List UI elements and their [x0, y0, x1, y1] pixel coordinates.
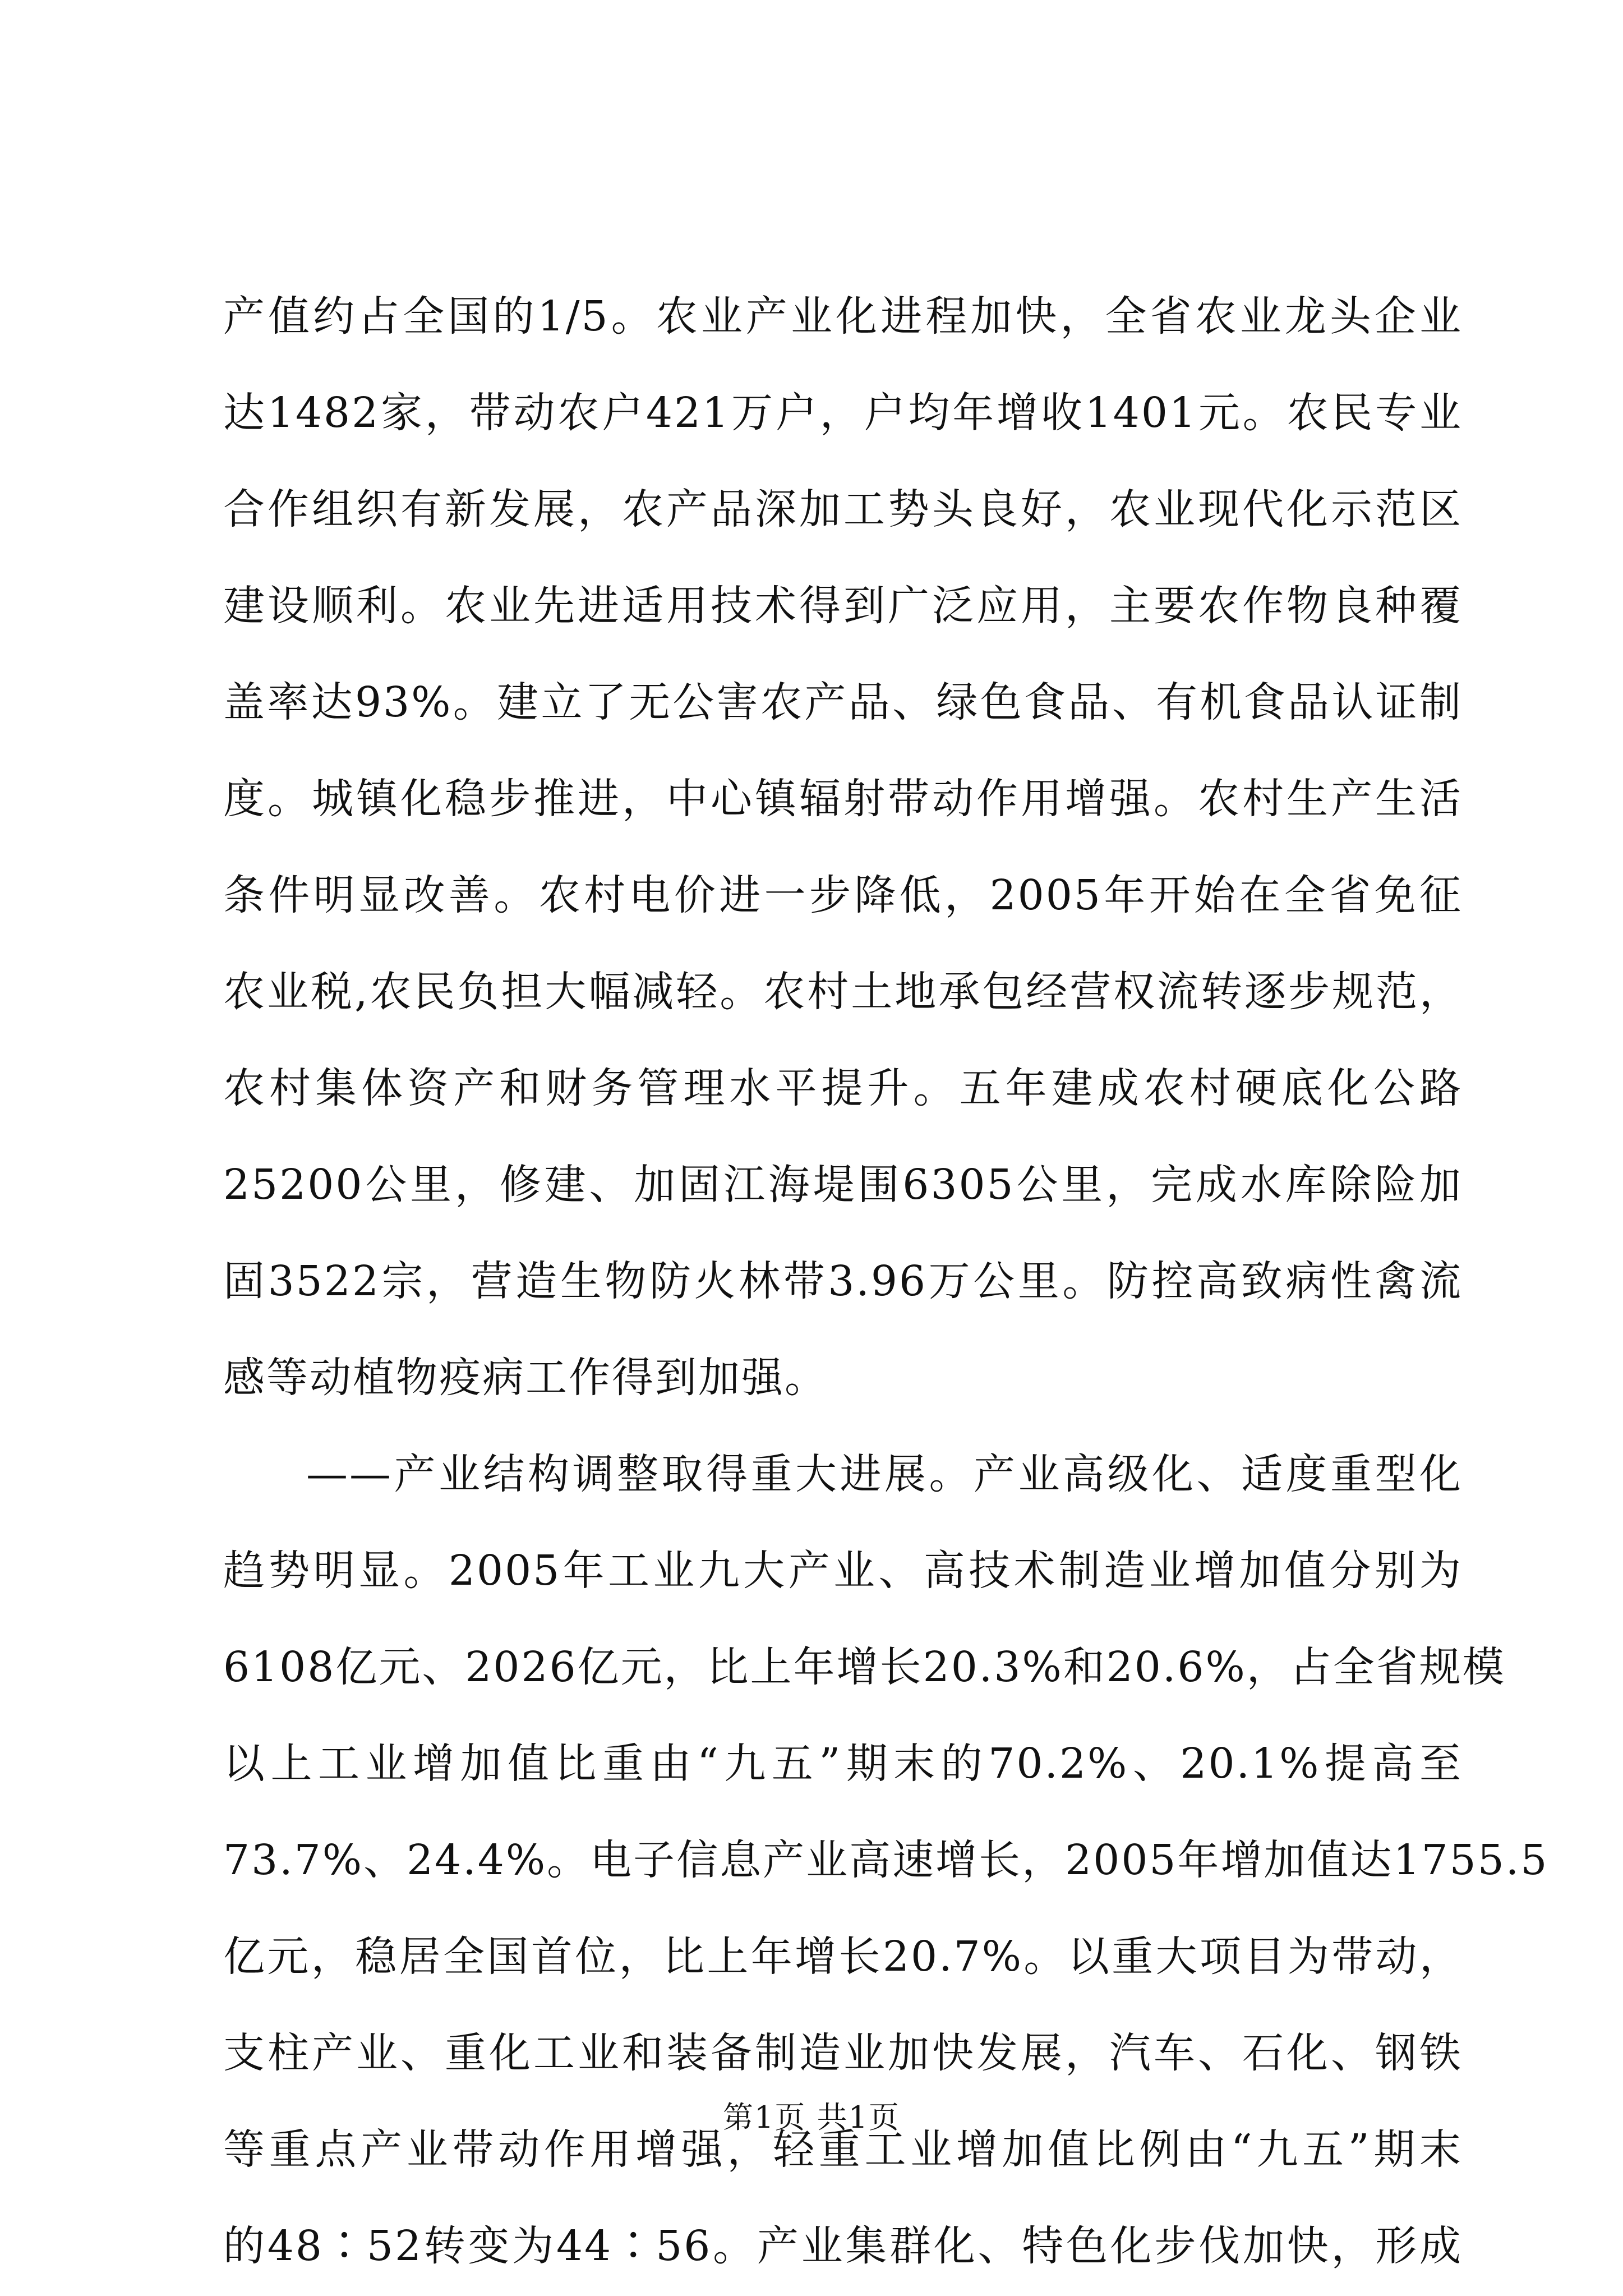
text-line: 产值约占全国的1/5。农业产业化进程加快，全省农业龙头企业	[223, 292, 1463, 341]
text-line: 的48∶52转变为44∶56。产业集群化、特色化步伐加快，形成	[223, 2222, 1463, 2270]
text-line: 等重点产业带动作用增强，轻重工业增加值比例由“九五”期末	[223, 2125, 1463, 2174]
text-line: 固3522宗，营造生物防火林带3.96万公里。防控高致病性禽流	[223, 1257, 1463, 1305]
page-footer	[0, 2101, 1623, 2134]
text-line: 73.7%、24.4%。电子信息产业高速增长，2005年增加值达1755.5	[223, 1836, 1549, 1884]
text-line: 条件明显改善。农村电价进一步降低，2005年开始在全省免征	[223, 871, 1463, 919]
text-line: 亿元，稳居全国首位，比上年增长20.7%。以重大项目为带动，	[223, 1932, 1463, 1981]
text-line: 盖率达93%。建立了无公害农产品、绿色食品、有机食品认证制	[223, 678, 1463, 726]
document-body	[223, 268, 1549, 2294]
text-line: 度。城镇化稳步推进，中心镇辐射带动作用增强。农村生产生活	[223, 775, 1463, 823]
text-line: 农业税,农民负担大幅减轻。农村土地承包经营权流转逐步规范，	[223, 968, 1463, 1016]
page-number-label: 第1页 共1页	[723, 2100, 900, 2135]
text-line: 6108亿元、2026亿元，比上年增长20.3%和20.6%，占全省规模	[223, 1643, 1506, 1691]
text-line: 合作组织有新发展，农产品深加工势头良好，农业现代化示范区	[223, 485, 1463, 533]
text-line: 感等动植物疫病工作得到加强。	[223, 1354, 828, 1402]
text-line: 25200公里，修建、加固江海堤围6305公里，完成水库除险加	[223, 1161, 1463, 1209]
text-line: 支柱产业、重化工业和装备制造业加快发展，汽车、石化、钢铁	[223, 2029, 1463, 2077]
text-line: 达1482家，带动农户421万户，户均年增收1401元。农民专业	[223, 389, 1463, 437]
text-line: 以上工业增加值比重由“九五”期末的70.2%、20.1%提高至	[223, 1740, 1463, 1788]
text-line: 农村集体资产和财务管理水平提升。五年建成农村硬底化公路	[223, 1064, 1463, 1112]
text-line: ——产业结构调整取得重大进展。产业高级化、适度重型化	[306, 1450, 1463, 1498]
text-line: 趋势明显。2005年工业九大产业、高技术制造业增加值分别为	[223, 1547, 1463, 1595]
text-line: 建设顺利。农业先进适用技术得到广泛应用，主要农作物良种覆	[223, 582, 1463, 630]
